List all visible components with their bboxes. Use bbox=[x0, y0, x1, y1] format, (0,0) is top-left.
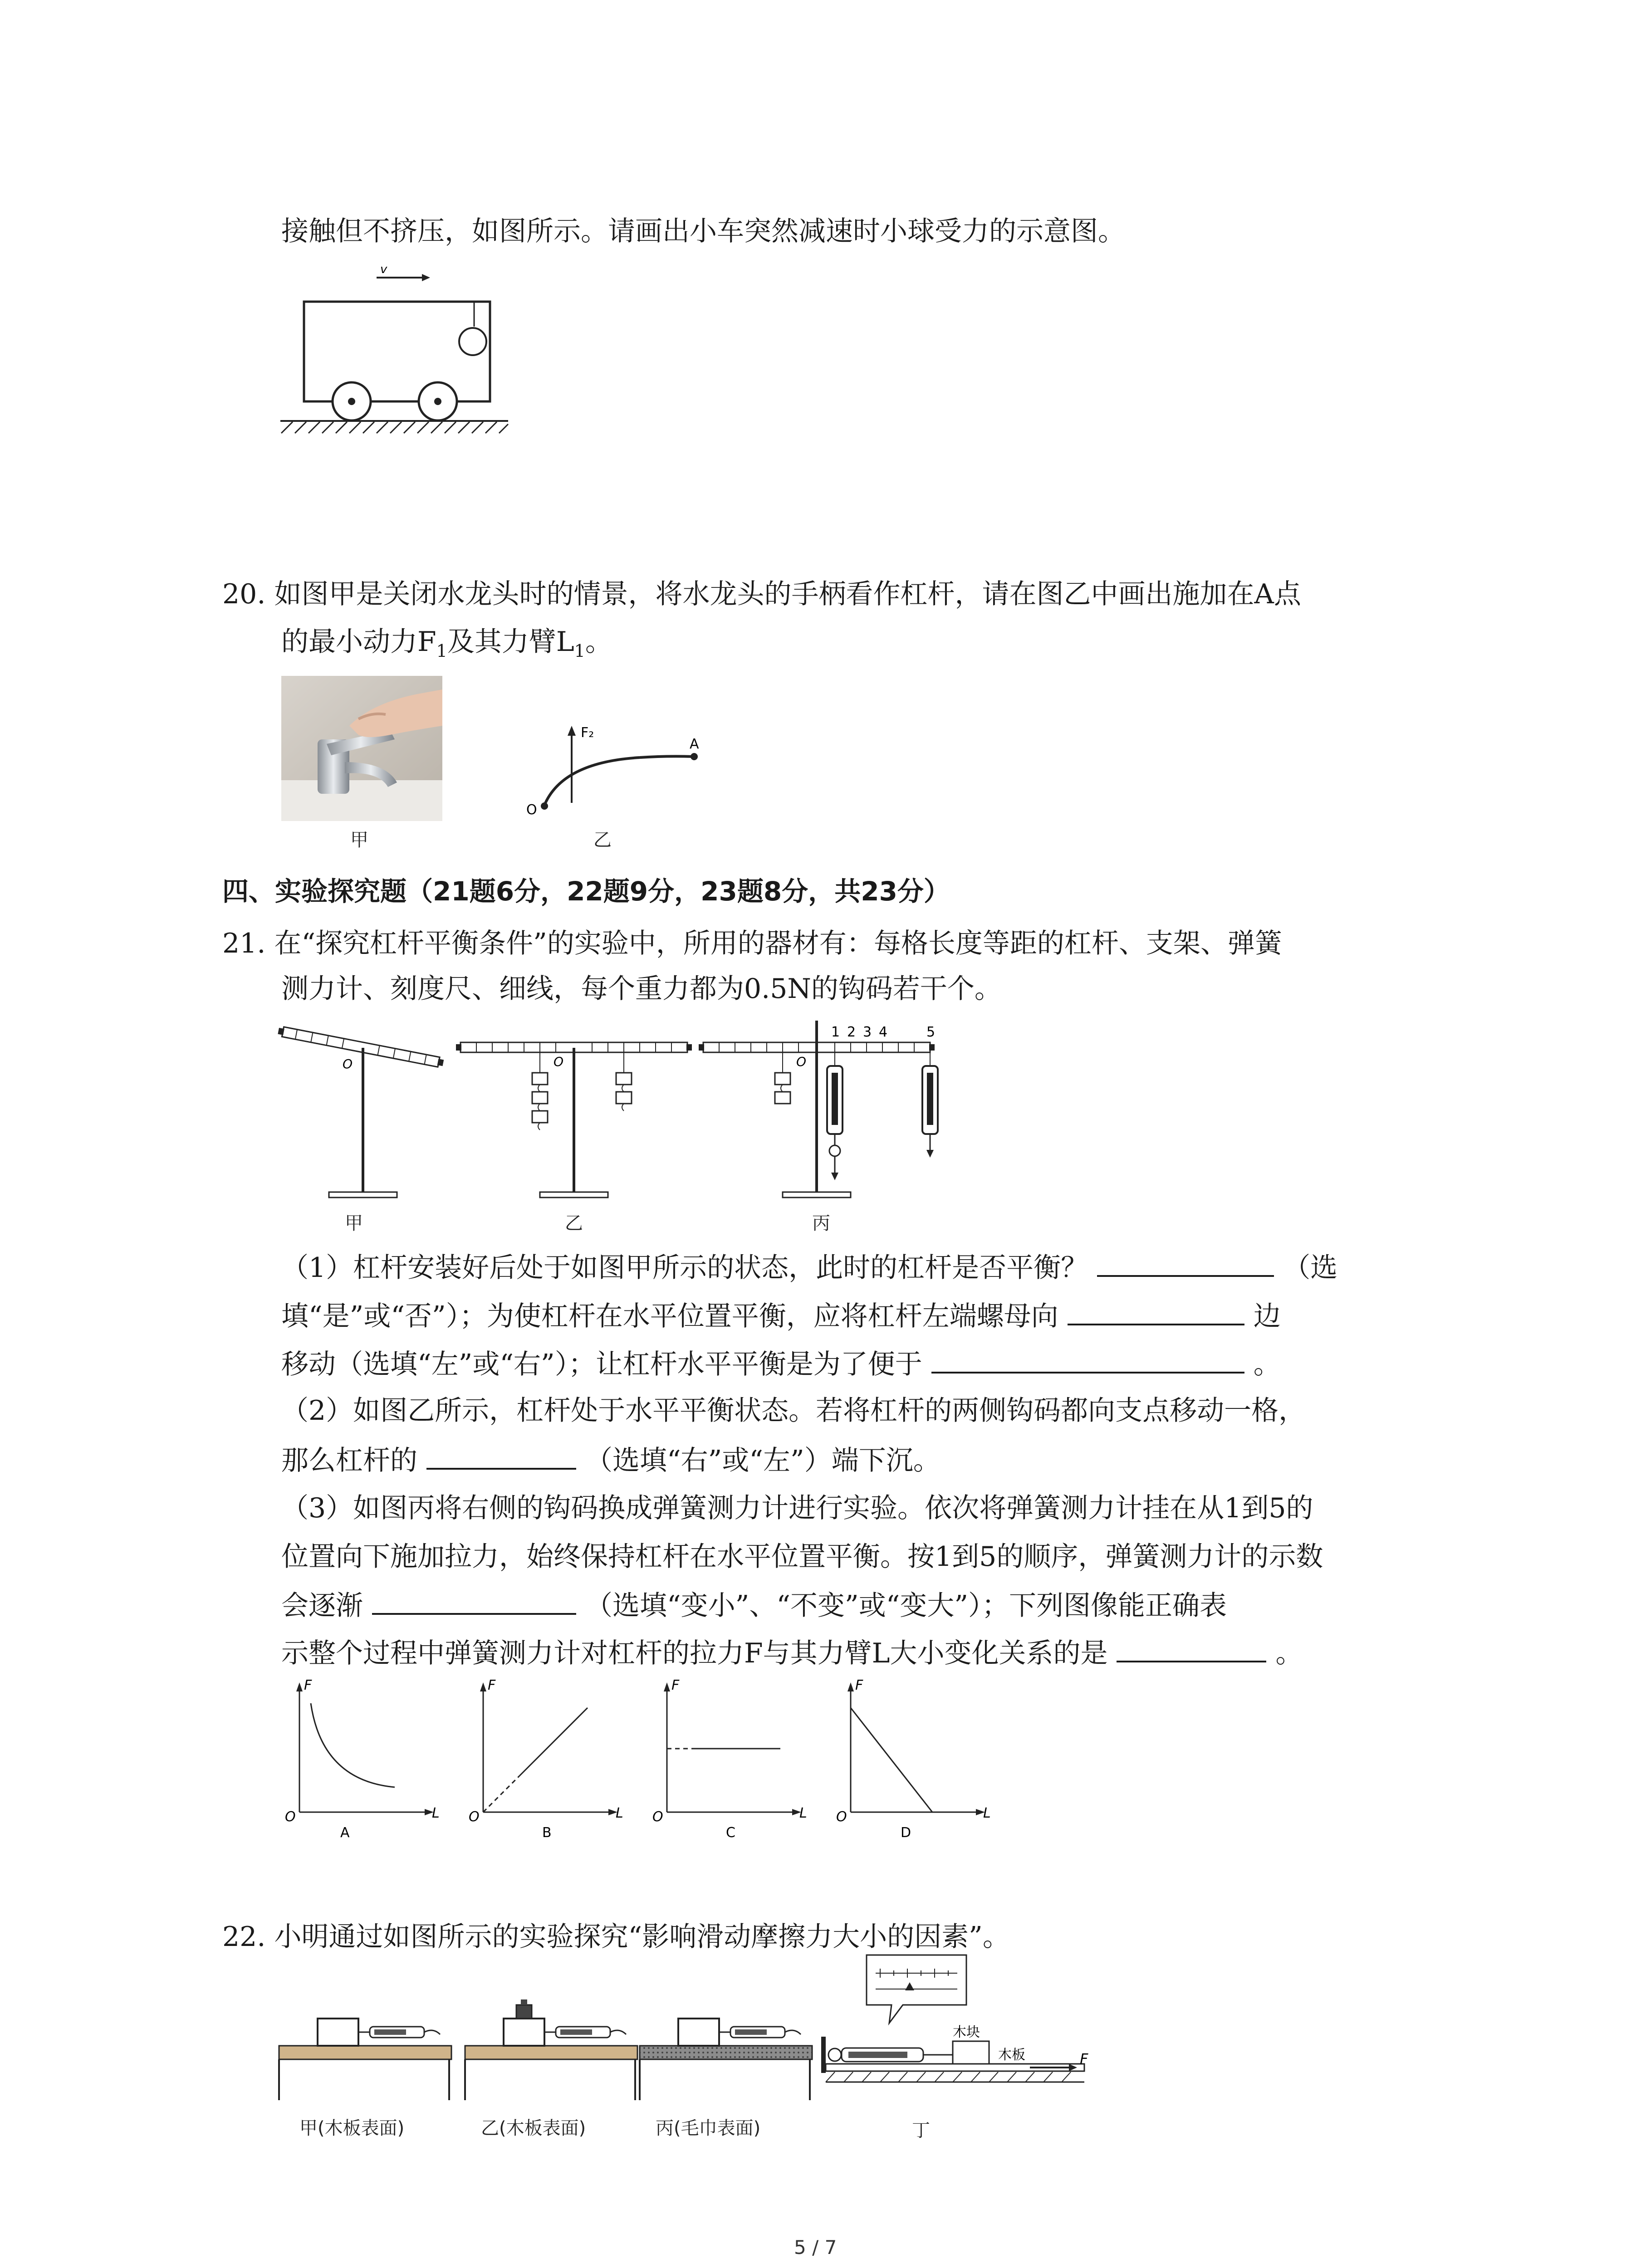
svg-text:O: O bbox=[285, 1809, 296, 1825]
q22-caption-yi: 乙(木板表面) bbox=[481, 2118, 586, 2139]
handle-curve bbox=[544, 758, 640, 805]
graph-caption-b: B bbox=[542, 1825, 552, 1839]
friction-fig-ding bbox=[817, 1950, 1098, 2105]
answer-blank-6[interactable] bbox=[1117, 1635, 1266, 1662]
svg-text:F: F bbox=[671, 1677, 680, 1693]
svg-text:O: O bbox=[554, 1054, 564, 1069]
graph-caption-a: A bbox=[340, 1825, 350, 1839]
section4-heading: 四、实验探究题（21题6分，22题9分，23题8分，共23分） bbox=[222, 876, 950, 907]
velocity-arrowhead bbox=[422, 274, 430, 281]
scale-2: 2 bbox=[847, 1024, 856, 1040]
point-a-label: A bbox=[690, 736, 699, 752]
pivot-o bbox=[541, 802, 548, 810]
q21-caption-jia: 甲 bbox=[345, 1213, 363, 1234]
answer-blank-1[interactable] bbox=[1097, 1250, 1274, 1277]
answer-blank-2[interactable] bbox=[1068, 1298, 1244, 1325]
q21-p3-line4: 示整个过程中弹簧测力计对杠杆的拉力F与其力臂L大小变化关系的是 。 bbox=[281, 1635, 1303, 1672]
graph-b bbox=[456, 1676, 628, 1839]
friction-fig-yi bbox=[463, 1991, 644, 2105]
graph-caption-c: C bbox=[726, 1825, 735, 1839]
svg-text:L: L bbox=[983, 1805, 991, 1821]
friction-fig-jia bbox=[277, 1991, 458, 2105]
q22-line1: 22. 小明通过如图所示的实验探究“影响滑动摩擦力大小的因素”。 bbox=[222, 1921, 1010, 1953]
q21-p2-line2: 那么杠杆的 （选填“右”或“左”）端下沉。 bbox=[281, 1442, 941, 1479]
graph-a bbox=[272, 1676, 445, 1839]
small-ball bbox=[459, 328, 486, 355]
svg-text:F: F bbox=[488, 1677, 496, 1693]
scale-5: 5 bbox=[926, 1024, 936, 1040]
line-b bbox=[519, 1708, 588, 1776]
f2-arrowhead bbox=[568, 726, 576, 736]
q19-text: 接触但不挤压，如图所示。请画出小车突然减速时小球受力的示意图。 bbox=[281, 215, 1125, 247]
svg-text:O: O bbox=[796, 1054, 807, 1069]
board-label: 木板 bbox=[998, 2047, 1025, 2063]
q21-p3-line2: 位置向下施加拉力，始终保持杠杆在水平位置平衡。按1到5的顺序，弹簧测力计的示数 bbox=[281, 1541, 1323, 1573]
f2-label: F₂ bbox=[581, 725, 594, 741]
car-body bbox=[304, 302, 490, 401]
scale-1: 1 bbox=[831, 1024, 840, 1040]
lever-fig-bing bbox=[699, 1016, 953, 1207]
q20-line2: 的最小动力$F_1$及其力臂$L_1$。 bbox=[281, 626, 612, 661]
q21-caption-yi: 乙 bbox=[565, 1213, 583, 1234]
line-d bbox=[851, 1708, 932, 1812]
scale-3: 3 bbox=[863, 1024, 872, 1040]
page-number: 5 / 7 bbox=[794, 2236, 837, 2258]
svg-text:L: L bbox=[432, 1805, 440, 1821]
pull-force-label: F bbox=[1080, 2050, 1088, 2068]
q22-caption-bing: 丙(毛巾表面) bbox=[656, 2118, 761, 2139]
q22-caption-ding: 丁 bbox=[912, 2120, 930, 2141]
answer-blank-4[interactable] bbox=[426, 1442, 576, 1470]
q21-line2: 测力计、刻度尺、细线，每个重力都为0.5N的钩码若干个。 bbox=[281, 973, 1002, 1005]
svg-text:O: O bbox=[469, 1809, 480, 1825]
stand-base bbox=[329, 1192, 397, 1198]
q21-p3-line1: （3）如图丙将右侧的钩码换成弹簧测力计进行实验。依次将弹簧测力计挂在从1到5的 bbox=[281, 1492, 1313, 1524]
svg-text:O: O bbox=[652, 1809, 663, 1825]
svg-text:F: F bbox=[304, 1677, 312, 1693]
q21-p1-line3: 移动（选填“左”或“右”）；让杠杆水平平衡是为了便于 。 bbox=[281, 1346, 1281, 1383]
q21-caption-bing: 丙 bbox=[812, 1213, 830, 1234]
answer-blank-5[interactable] bbox=[372, 1588, 576, 1615]
curve-a bbox=[311, 1703, 395, 1787]
lever-diagram-yi bbox=[513, 712, 712, 821]
pivot-o-label: O bbox=[526, 802, 537, 818]
svg-text:O: O bbox=[836, 1809, 847, 1825]
svg-text:L: L bbox=[616, 1805, 623, 1821]
q21-line1: 21. 在“探究杠杆平衡条件”的实验中，所用的器材有：每格长度等距的杠杆、支架、弹簧 bbox=[222, 928, 1282, 959]
q21-p1-line1: （1）杠杆安装好后处于如图甲所示的状态，此时的杠杆是否平衡？ （选 bbox=[281, 1250, 1337, 1286]
q20-caption-yi: 乙 bbox=[593, 830, 612, 850]
faucet-photo bbox=[281, 676, 442, 821]
q21-p2-line1: （2）如图乙所示，杠杆处于水平平衡状态。若将杠杆的两侧钩码都向支点移动一格， bbox=[281, 1395, 1306, 1427]
scale-4: 4 bbox=[879, 1024, 888, 1040]
q21-p3-line3: 会逐渐 （选填“变小”、“不变”或“变大”）；下列图像能正确表 bbox=[281, 1588, 1227, 1624]
lever-fig-yi bbox=[456, 1016, 692, 1207]
q19-car-figure bbox=[277, 259, 513, 440]
answer-blank-3[interactable] bbox=[931, 1346, 1244, 1374]
block-label: 木块 bbox=[953, 2024, 980, 2040]
svg-text:O: O bbox=[343, 1056, 353, 1071]
friction-fig-bing bbox=[637, 1991, 819, 2105]
svg-text:L: L bbox=[799, 1805, 807, 1821]
q20-caption-jia: 甲 bbox=[350, 830, 368, 850]
graph-c bbox=[640, 1676, 812, 1839]
graph-d bbox=[823, 1676, 996, 1839]
lever-fig-jia bbox=[277, 1016, 449, 1207]
q21-p1-line2: 填“是”或“否”）；为使杠杆在水平位置平衡，应将杠杆左端螺母向 边 bbox=[281, 1298, 1281, 1334]
q22-caption-jia: 甲(木板表面) bbox=[299, 2118, 405, 2139]
graph-caption-d: D bbox=[901, 1825, 911, 1839]
svg-text:F: F bbox=[855, 1677, 863, 1693]
velocity-label: v bbox=[380, 263, 387, 276]
q20-line1: 20. 如图甲是关闭水龙头时的情景，将水龙头的手柄看作杠杆，请在图乙中画出施加在A点 bbox=[222, 578, 1301, 610]
